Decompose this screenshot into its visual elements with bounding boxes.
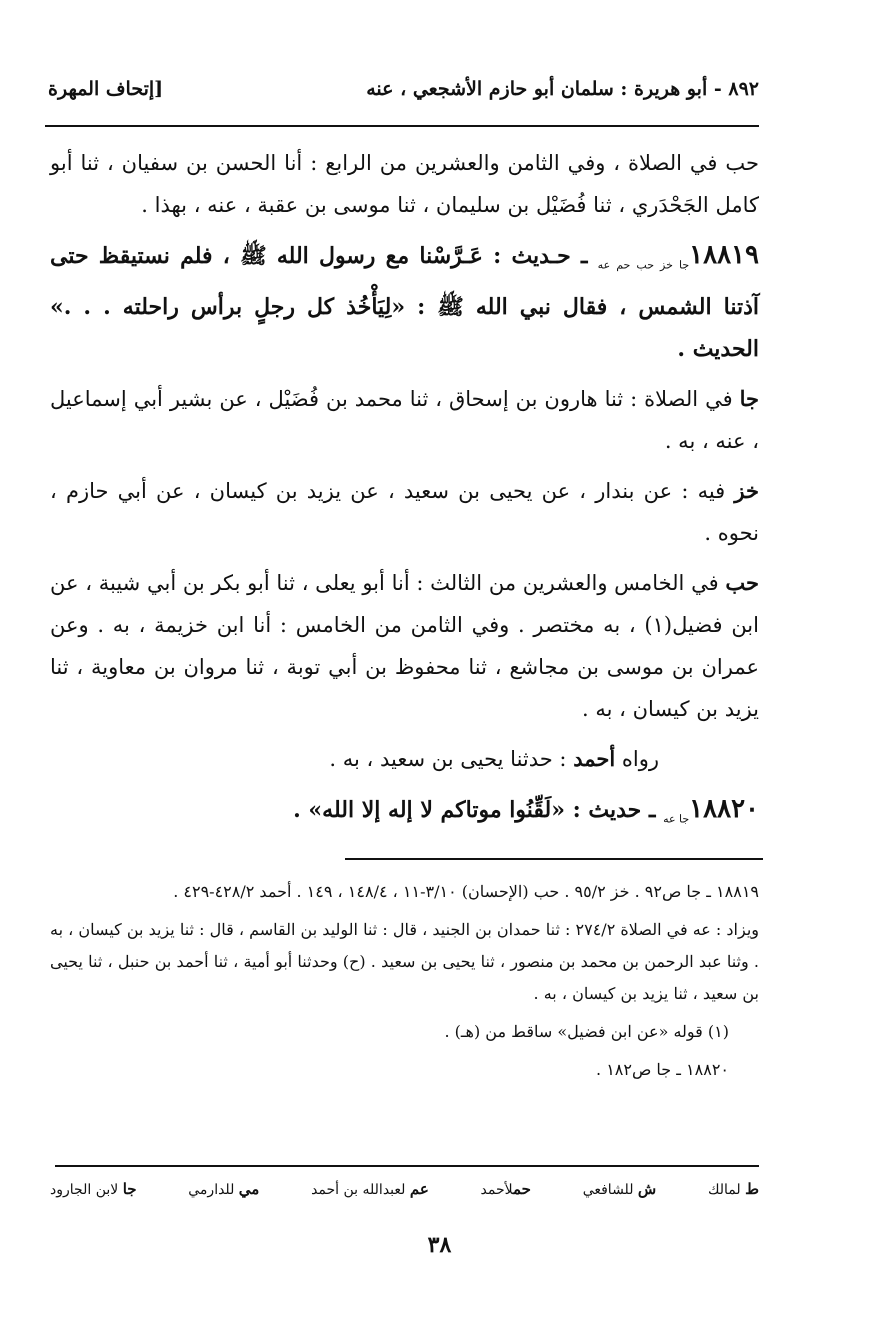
hadith-sigla: جا خز حب حم عه [597, 258, 690, 272]
abbreviation-legend [50, 1180, 759, 1198]
header-divider [45, 125, 759, 127]
source-code: حب [725, 570, 759, 596]
paragraph-5 [50, 738, 759, 780]
source-code: أحمد [573, 746, 616, 772]
legend-item [583, 1180, 657, 1198]
legend-code: حم [513, 1180, 531, 1198]
chapter-title: ٨٩٢ - أبو هريرة : سلمان أبو حازم الأشجعي ، عنه [366, 78, 759, 100]
paragraph-3 [50, 470, 759, 554]
running-header [48, 78, 759, 100]
paragraph-1: حب في الصلاة ، وفي الثامن والعشرين من الرابع : أنا الحسن بن سفيان ، ثنا أبو كامل الجَحْدَري ، ثنا فُضَيْل بن سليمان ، ثنا موسى بن عقبة ، عنه ، بهذا . [50, 151, 759, 217]
paragraph-text: في الصلاة : ثنا هارون بن إسحاق ، ثنا محمد بن فُضَيْل ، عن بشير أبي إسماعيل ، عنه ، به . [50, 387, 759, 454]
paragraph-text: في الخامس والعشرين من الثالث : أنا أبو يعلى ، ثنا أبو بكر بن أبي شيبة ، عن ابن فضيل(١) ، به مختصر . وفي الثامن من الخامس : أنا ابن خزيمة ، به . وعن عمران بن موسى بن مجاشع ، ثنا محفوظ بن أبي توبة ، ثنا مروان بن معاوية ، ثنا يزيد بن كيسان ، به . [50, 571, 759, 722]
legend-name: لعبدالله بن أحمد [311, 1182, 406, 1198]
page-number: ٣٨ [427, 1232, 452, 1258]
hadith-text: ـ حـديث : عَـرَّسْنا مع رسول الله ﷺ ، فلم نستيقظ حتى آذتنا الشمس ، فقال نبي الله ﷺ : «لِيَأْخُذ كل رجلٍ برأس راحلته . . .» الحديث . [50, 243, 759, 363]
legend-divider [55, 1165, 759, 1167]
main-text [50, 142, 759, 849]
legend-item [311, 1180, 429, 1198]
legend-name: لأحمد [480, 1182, 513, 1198]
legend-name: لابن الجارود [50, 1182, 119, 1198]
hadith-number: ١٨٨٢٠ [689, 794, 759, 825]
paragraph-text: فيه : عن بندار ، عن يحيى بن سعيد ، عن يزيد بن كيسان ، عن أبي حازم ، نحوه . [50, 479, 759, 546]
hadith-sigla: جا عه [663, 812, 690, 826]
hadith-18820 [50, 788, 759, 840]
book-title: [إتحاف المهرة [48, 78, 164, 100]
legend-code: جا [122, 1180, 137, 1198]
source-code: جا [739, 386, 759, 412]
legend-item [708, 1180, 759, 1198]
paragraph-text: رواه [621, 747, 659, 772]
legend-code: ط [745, 1180, 759, 1198]
footnote-divider [345, 858, 763, 860]
footnote-3: (١) قوله «عن ابن فضيل» ساقط من (هـ) . [444, 1022, 729, 1041]
paragraph-2 [50, 378, 759, 462]
footnote-1: ١٨٨١٩ ـ جا ص٩٢ . خز ٩٥/٢ . حب (الإحسان) ٣/١٠-١١ ، ١٤٨/٤ ، ١٤٩ . أحمد ٤٢٨/٢-٤٢٩ . [173, 882, 759, 901]
legend-item [50, 1180, 137, 1198]
legend-item [188, 1180, 259, 1198]
paragraph-4 [50, 562, 759, 730]
source-code: خز [734, 478, 759, 504]
paragraph-text: : حدثنا يحيى بن سعيد ، به . [329, 747, 567, 772]
legend-name: للشافعي [582, 1182, 634, 1198]
hadith-number: ١٨٨١٩ [689, 240, 759, 270]
legend-name: لمالك [707, 1182, 741, 1198]
hadith-text: ـ حديث : «لَقِّنُوا موتاكم لا إله إلا الله» . [293, 797, 656, 824]
footnote-4: ١٨٨٢٠ ـ جا ص١٨٢ . [596, 1060, 729, 1079]
footnotes [50, 876, 759, 1092]
legend-item [481, 1180, 531, 1198]
legend-code: مي [238, 1180, 260, 1198]
legend-code: ش [637, 1180, 657, 1198]
legend-code: عم [409, 1180, 429, 1198]
hadith-18819 [50, 234, 759, 370]
footnote-2: ويزاد : عه في الصلاة ٢٧٤/٢ : ثنا حمدان بن الجنيد ، قال : ثنا الوليد بن القاسم ، قال : ثنا يزيد بن كيسان ، به . وثنا عبد الرحمن بن محمد بن منصور ، ثنا يحيى بن سعيد . (ح) وحدثنا أبو أمية ، ثنا أحمد بن حنبل ، ثنا يحيى بن سعيد ، ثنا يزيد بن كيسان ، به . [50, 920, 760, 1003]
legend-name: للدارمي [188, 1182, 235, 1198]
